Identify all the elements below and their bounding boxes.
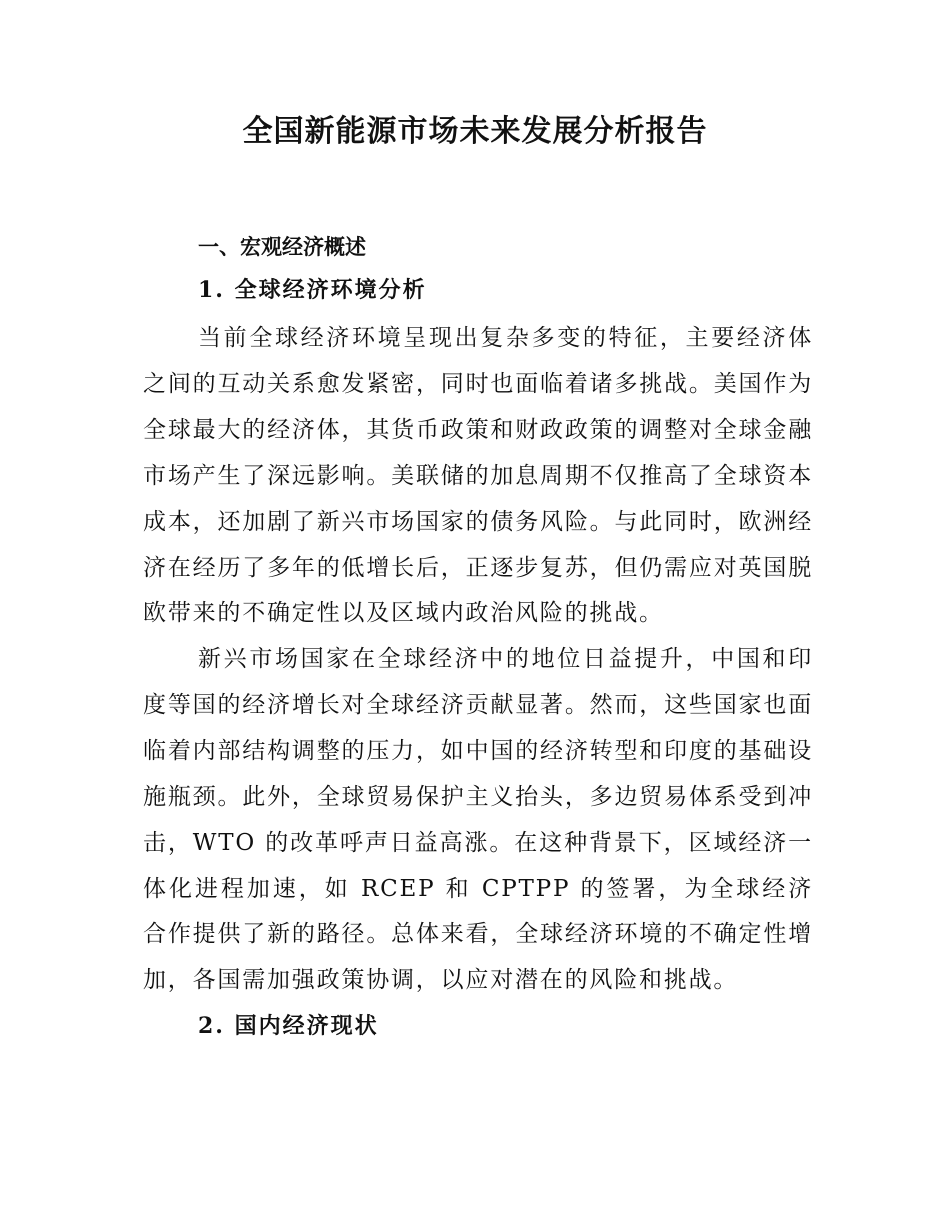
section-heading-macro-overview: 一、宏观经济概述 [198,235,366,259]
subsection-heading-global-economy: 1. 全球经济环境分析 [198,277,427,303]
body-paragraph: 新兴市场国家在全球经济中的地位日益提升，中国和印度等国的经济增长对全球经济贡献显著。然而，这些国家也面临着内部结构调整的压力，如中国的经济转型和印度的基础设施瓶颈。此外，全球贸易保护主义抬头，多边贸易体系受到冲击，WTO 的改革呼声日益高涨。在这种背景下，区域经济一体化进程加速，如 RCEP 和 CPTPP 的签署，为全球经济合作提供了新的路径。总体来看，全球经济环境的不确定性增加，各国需加强政策协调，以应对潜在的风险和挑战。 [143,646,813,994]
body-paragraph: 当前全球经济环境呈现出复杂多变的特征，主要经济体之间的互动关系愈发紧密，同时也面临着诸多挑战。美国作为全球最大的经济体，其货币政策和财政政策的调整对全球金融市场产生了深远影响。美联储的加息周期不仅推高了全球资本成本，还加剧了新兴市场国家的债务风险。与此同时，欧洲经济在经历了多年的低增长后，正逐步复苏，但仍需应对英国脱欧带来的不确定性以及区域内政治风险的挑战。 [143,325,813,627]
subsection-heading-domestic-economy: 2. 国内经济现状 [198,1013,379,1039]
document-title: 全国新能源市场未来发展分析报告 [242,114,708,149]
